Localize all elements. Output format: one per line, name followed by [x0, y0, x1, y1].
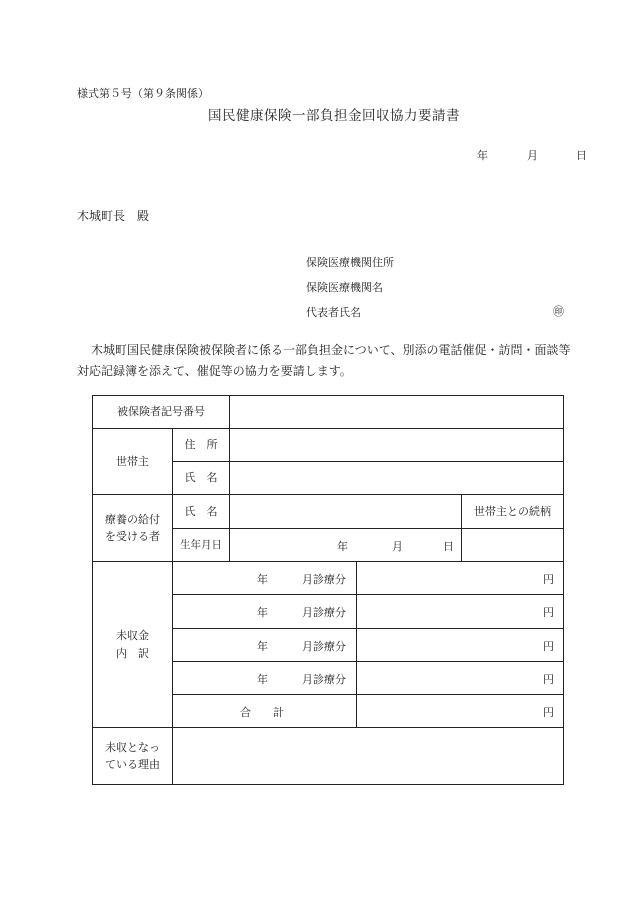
birthdate-field[interactable] [230, 529, 461, 561]
body-line-2: 対応記録簿を添えて、催促等の協力を要請します。 [77, 364, 352, 378]
body-line-1: 木城町国民健康保険被保険者に係る一部負担金について、別添の電話催促・訪問・面談等 [91, 343, 571, 357]
unpaid-period-cell[interactable] [173, 629, 356, 661]
unpaid-label-line1: 未収金 [116, 629, 149, 643]
reason-field[interactable] [173, 728, 563, 784]
unpaid-amount-cell[interactable] [357, 629, 563, 661]
birth-month-label: 月 [392, 540, 403, 553]
household-name-label: 氏 名 [184, 471, 218, 485]
reason-label-line1: 未収となっ [105, 740, 160, 754]
birth-day-label: 日 [443, 540, 454, 553]
birthdate-label: 生年月日 [180, 538, 222, 551]
unpaid-month-label: 月診療分 [302, 573, 346, 586]
form-number: 様式第５号（第９条関係） [77, 87, 209, 100]
date-month-label: 月 [527, 149, 538, 162]
birth-year-label: 年 [337, 540, 348, 553]
unpaid-month-label: 月診療分 [302, 673, 346, 686]
total-amount-cell[interactable] [357, 695, 563, 727]
total-currency-label: 円 [543, 706, 554, 719]
unpaid-year-label: 年 [257, 673, 268, 686]
recipient-label-line2: を受ける者 [105, 530, 160, 543]
recipient-label [93, 495, 172, 561]
household-address-field[interactable] [230, 429, 563, 461]
request-form-table [92, 395, 564, 785]
reason-label [93, 728, 172, 784]
unpaid-period-cell[interactable] [173, 595, 356, 628]
unpaid-amount-cell[interactable] [357, 662, 563, 694]
document-title: 国民健康保険一部負担金回収協力要請書 [208, 108, 460, 124]
sender-address-label: 保険医療機関住所 [306, 256, 394, 269]
relation-label: 世帯主との続柄 [474, 504, 551, 518]
date-year-label: 年 [477, 149, 488, 162]
unpaid-month-label: 月診療分 [302, 606, 346, 619]
addressee: 木城町長 殿 [77, 209, 150, 223]
recipient-label-line1: 療養の給付 [105, 512, 160, 526]
unpaid-year-label: 年 [257, 640, 268, 653]
representative-label: 代表者氏名 [306, 306, 361, 319]
unpaid-year-label: 年 [257, 573, 268, 586]
currency-label: 円 [543, 606, 554, 619]
currency-label: 円 [543, 640, 554, 653]
household-head-label: 世帯主 [116, 454, 149, 468]
recipient-name-field[interactable] [230, 495, 461, 528]
total-label-cell [173, 695, 356, 727]
unpaid-amount-cell[interactable] [357, 562, 563, 594]
currency-label: 円 [543, 673, 554, 686]
sender-name-label: 保険医療機関名 [306, 281, 383, 294]
date-day-label: 日 [576, 149, 587, 162]
unpaid-year-label: 年 [257, 606, 268, 619]
unpaid-month-label: 月診療分 [302, 640, 346, 653]
total-label: 合 計 [240, 706, 284, 719]
reason-label-line2: ている理由 [105, 758, 160, 771]
unpaid-label-line2: 内 訳 [116, 646, 149, 660]
relation-field[interactable] [462, 529, 563, 561]
unpaid-period-cell[interactable] [173, 562, 356, 594]
household-address-label: 住 所 [184, 438, 218, 452]
unpaid-period-cell[interactable] [173, 662, 356, 694]
currency-label: 円 [543, 573, 554, 586]
recipient-name-label: 氏 名 [184, 504, 218, 518]
seal-mark: ㊞ [553, 305, 564, 318]
unpaid-label [93, 562, 172, 727]
insured-number-label: 被保険者記号番号 [117, 405, 205, 419]
insured-number-field[interactable] [230, 396, 563, 428]
unpaid-amount-cell[interactable] [357, 595, 563, 628]
household-name-field[interactable] [230, 462, 563, 494]
